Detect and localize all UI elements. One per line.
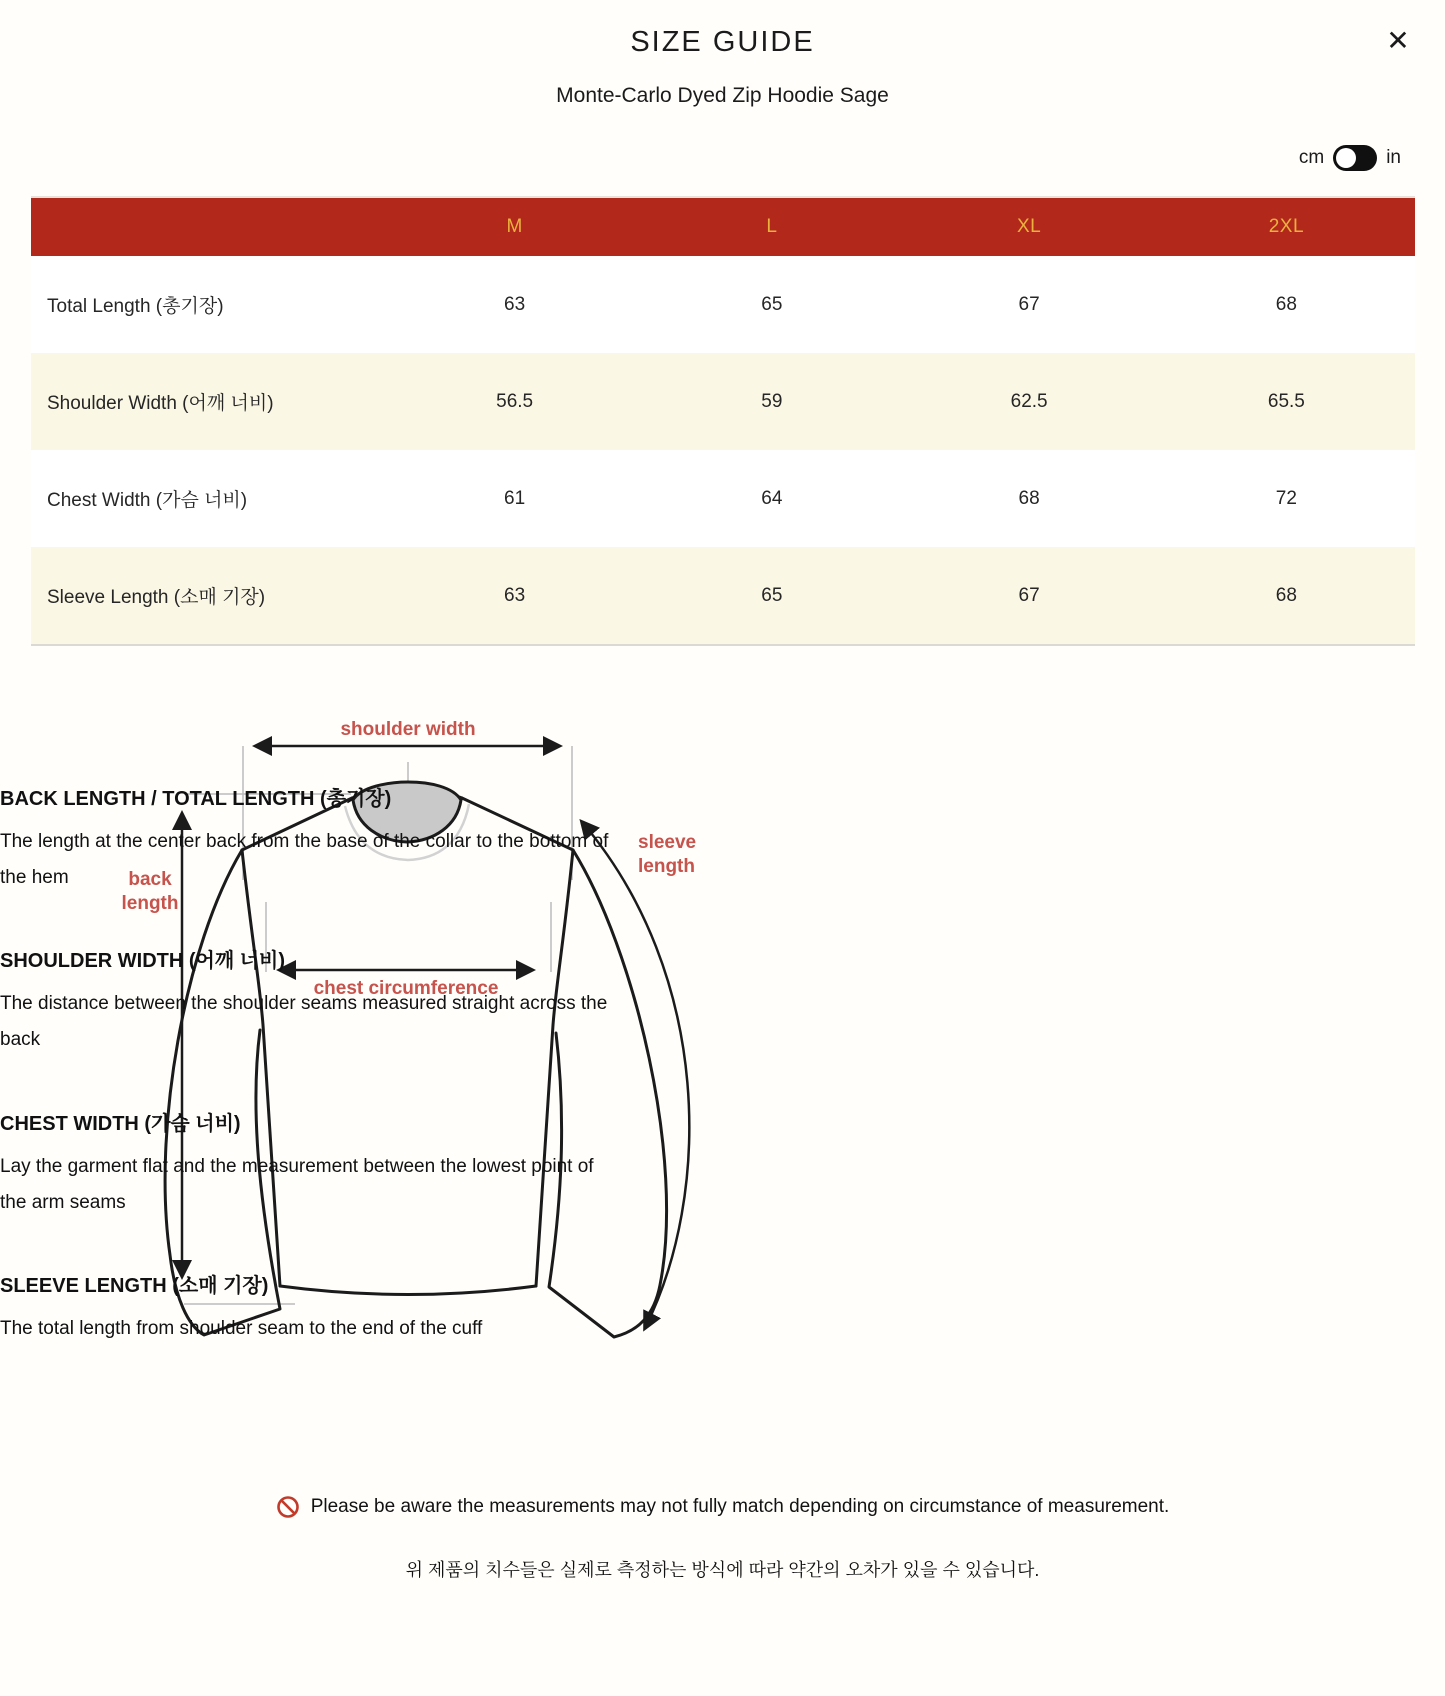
prohibition-icon [276,1495,300,1519]
toggle-knob [1336,148,1356,168]
description-heading: CHEST WIDTH (가슴 너비) [0,1113,241,1135]
chest-circumference-label: chest circumference [313,978,499,999]
unit-toggle-row [1299,145,1401,171]
table-row-total-length [31,256,1415,353]
description-heading: SLEEVE LENGTH (소매 기장) [0,1275,269,1297]
cell-value: 68 [1275,293,1297,315]
cell-value: 63 [504,293,526,315]
warning-text: Please be aware the measurements may not fully match depending on circumstance of measurement. [310,1496,1170,1517]
table-row-shoulder-width [31,353,1415,450]
description-chest-width [0,1107,610,1221]
size-column-m: M [506,216,523,237]
cell-value: 65 [761,584,783,606]
cell-value: 59 [761,390,783,412]
description-body: The total length from shoulder seam to the end of the cuff [0,1318,483,1339]
unit-label-in: in [1386,147,1401,168]
description-shoulder-width [0,944,610,1058]
description-body: The length at the center back from the base of the collar to the bottom of the hem [0,831,609,888]
cell-value: 67 [1018,293,1040,315]
description-body: Lay the garment flat and the measurement between the lowest point of the arm seams [0,1156,594,1213]
table-row-sleeve-length [31,547,1415,644]
size-table-header-row [31,198,1415,256]
korean-note: 위 제품의 치수들은 실제로 측정하는 방식에 따라 약간의 오차가 있을 수 있습니다. [405,1560,1040,1580]
unit-toggle-switch[interactable] [1333,145,1377,171]
cell-value: 72 [1275,487,1297,509]
table-row-chest-width [31,450,1415,547]
close-button[interactable] [1381,24,1415,58]
cell-value: 56.5 [496,390,534,412]
cell-value: 68 [1275,584,1297,606]
size-column-xl: XL [1017,216,1042,237]
cell-value: 62.5 [1010,390,1048,412]
back-length-label-line1: back [128,869,172,890]
cell-value: 67 [1018,584,1040,606]
description-body: The distance between the shoulder seams measured straight across the back [0,993,608,1050]
size-table [31,196,1415,646]
page-title: SIZE GUIDE [630,26,815,58]
measurement-warning-note [0,1495,1445,1519]
row-label: Sleeve Length (소매 기장) [47,587,266,608]
cell-value: 64 [761,487,783,509]
row-label: Shoulder Width (어깨 너비) [47,393,274,414]
description-sleeve-length [0,1269,610,1347]
close-icon: ✕ [1386,25,1410,56]
cell-value: 63 [504,584,526,606]
size-column-2xl: 2XL [1268,216,1305,237]
shoulder-width-label: shoulder width [340,719,476,740]
sleeve-length-label-line2: length [638,856,695,877]
description-heading: SHOULDER WIDTH (어깨 너비) [0,950,286,972]
cell-value: 65.5 [1267,390,1305,412]
size-column-l: L [766,216,778,237]
cell-value: 68 [1018,487,1040,509]
row-label: Total Length (총기장) [47,296,224,317]
sleeve-length-label-line1: sleeve [638,832,697,853]
description-heading: BACK LENGTH / TOTAL LENGTH (총기장) [0,788,392,810]
cell-value: 65 [761,293,783,315]
unit-label-cm: cm [1298,147,1325,168]
row-label: Chest Width (가슴 너비) [47,490,248,511]
description-back-length [0,782,610,896]
back-length-label-line2: length [121,893,179,914]
product-name: Monte-Carlo Dyed Zip Hoodie Sage [556,84,889,107]
cell-value: 61 [504,487,526,509]
